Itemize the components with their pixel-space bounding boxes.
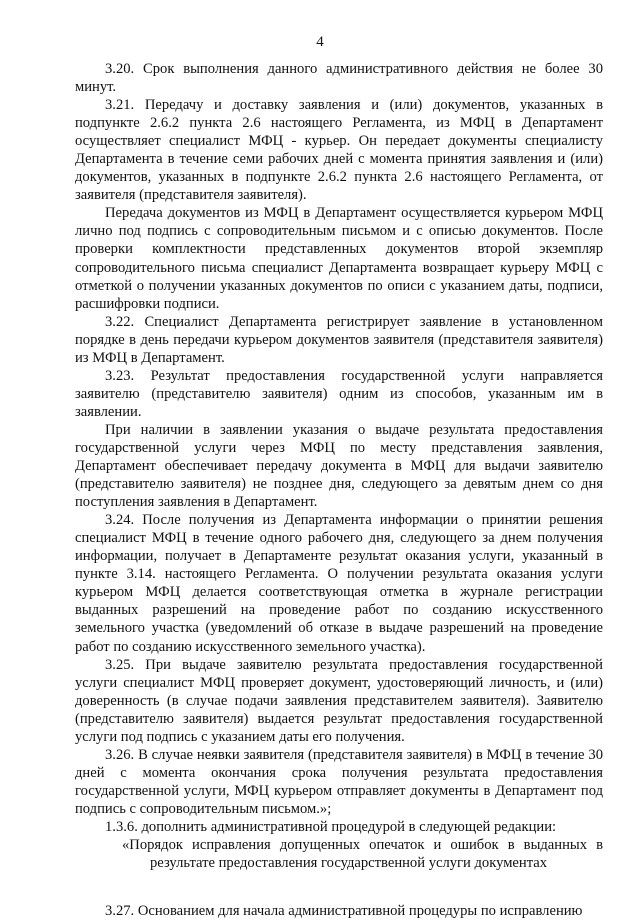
paragraph-mfc-delivery: При наличии в заявлении указания о выдаче результата предоставления государственной услуги через МФЦ по месту представления заявления, Департамент обеспечивает передачу документа в МФЦ для выдачи заявителю (представителю заявителя) не позднее дня, следующего за девятым днем со дня поступления заявления в Департамент. [75, 421, 603, 511]
document-body [75, 60, 603, 920]
paragraph-3-25: 3.25. При выдаче заявителю результата предоставления государственной услуги специалист МФЦ проверяет документ, удостоверяющий личность, и (или) доверенность (в случае подачи заявления представителем заявителя). Заявителю (представителю заявителя) выдается результат предоставления государственной услуги под подпись с указанием даты его получения. [75, 656, 603, 745]
paragraph-3-23: 3.23. Результат предоставления государственной услуги направляется заявителю (представителю заявителя) одним из способов, указанным им в заявлении. [75, 367, 603, 420]
paragraph-3-26: 3.26. В случае неявки заявителя (представителя заявителя) в МФЦ в течение 30 дней с момента окончания срока получения результата предоставления государственной услуги, МФЦ курьером отправляет документы в Департамент под подпись с сопроводительным письмом.»; [75, 746, 603, 817]
procedure-heading-quote: «Порядок исправления допущенных опечаток и ошибок в выданных в результате предоставления государственной услуги документах [122, 837, 603, 872]
paragraph-3-20: 3.20. Срок выполнения данного административного действия не более 30 минут. [75, 61, 603, 96]
paragraph-3-22: 3.22. Специалист Департамента регистрирует заявление в установленном порядке в день передачи курьером документов заявителя (представителя заявителя) из МФЦ в Департамент. [75, 313, 603, 366]
section-gap [75, 872, 603, 902]
paragraph-3-21: 3.21. Передачу и доставку заявления и (или) документов, указанных в подпункте 2.6.2 пункта 2.6 настоящего Регламента, из МФЦ в Департамент осуществляет специалист МФЦ - курьер. Он передает документы специалисту Департамента в течение семи рабочих дней с момента принятия заявления и (или) документов, указанных в подпункте 2.6.2 пункта 2.6 настоящего Регламента, от заявителя (представителя заявителя). [75, 97, 603, 204]
paragraph-3-27: 3.27. Основанием для начала административной процедуры по исправлению [105, 903, 583, 920]
paragraph-courier-transfer: Передача документов из МФЦ в Департамент осуществляется курьером МФЦ лично под подпись с сопроводительным письмом и с описью документов. После проверки комплектности представленных документов второй экземпляр сопроводительного письма специалист Департамента возвращает курьеру МФЦ с отметкой о получении указанных документов по описи с указанием даты, подписи, расшифровки подписи. [75, 205, 603, 312]
paragraph-3-24: 3.24. После получения из Департамента информации о принятии решения специалист МФЦ в течение одного рабочего дня, следующего за днем получения информации, получает в Департаменте результат оказания услуги, указанный в пункте 3.14. настоящего Регламента. О получении результата оказания услуги курьером МФЦ делается соответствующая отметка в журнале регистрации выданных разрешений на проведение работ по созданию искусственного земельного участка (уведомлений об отказе в выдаче разрешений на проведение работ по созданию искусственного земельного участка). [75, 512, 603, 655]
amendment-1-3-6: 1.3.6. дополнить административной процедурой в следующей редакции: [105, 818, 557, 835]
page-number: 4 [316, 34, 324, 50]
